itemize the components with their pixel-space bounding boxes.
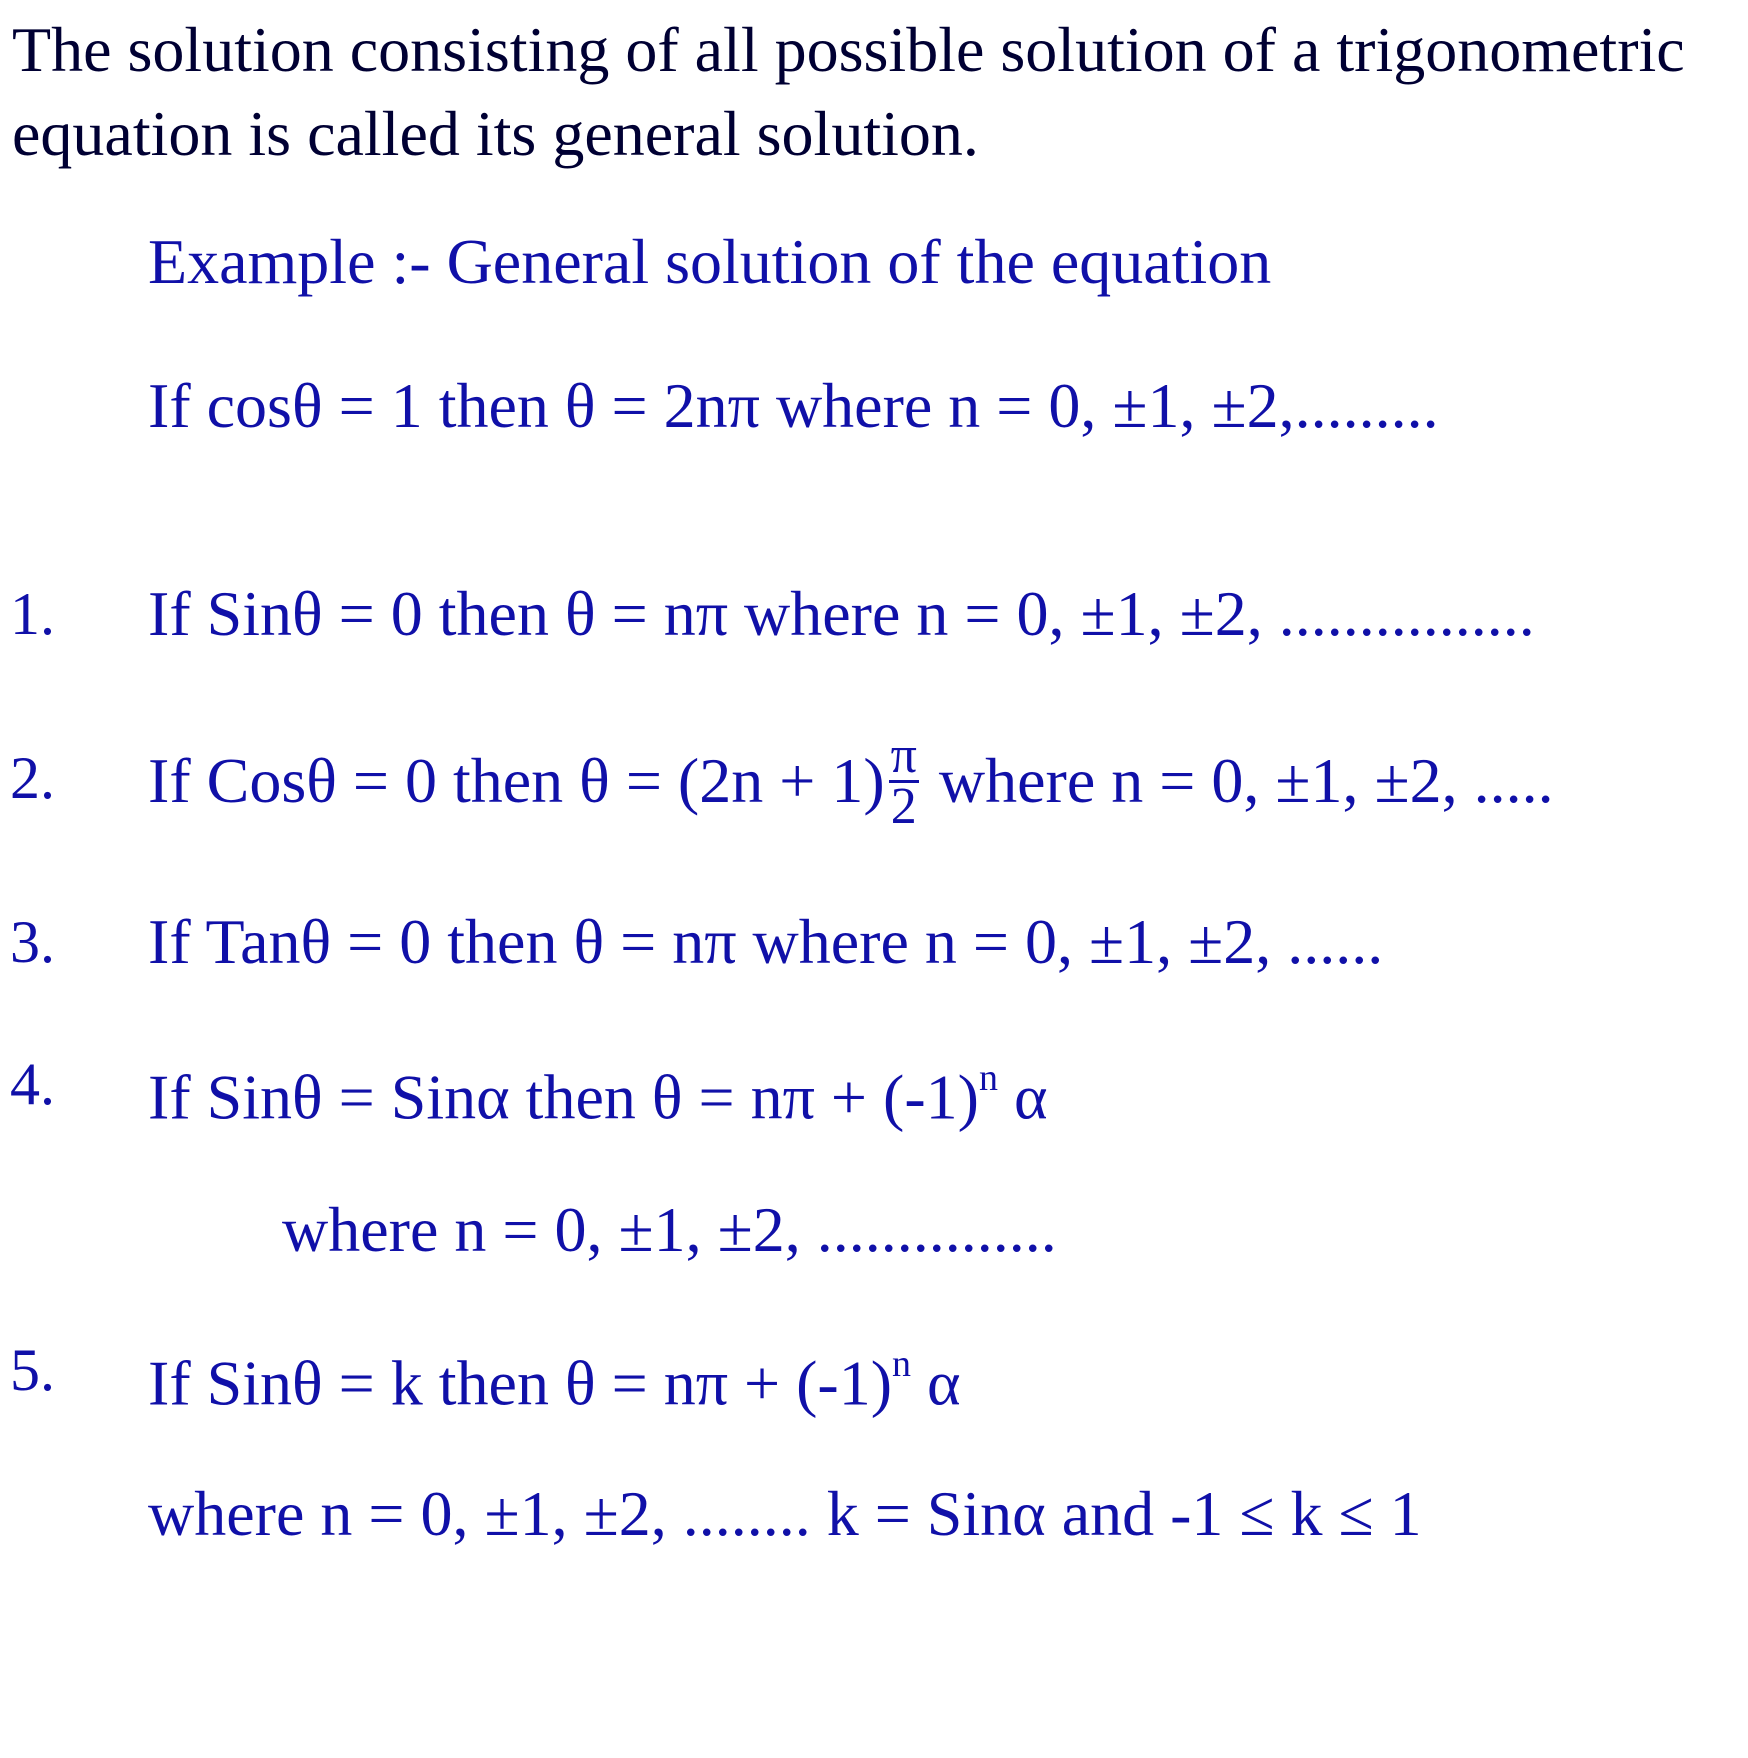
intro-line-2: equation is called its general solution. xyxy=(12,98,979,169)
item-5-continuation: where n = 0, ±1, ±2, ........ k = Sinα and -1 ≤ k ≤ 1 xyxy=(148,1478,1422,1549)
item-5-suffix: α xyxy=(911,1347,961,1419)
example-heading: Example :- General solution of the equation xyxy=(148,226,1272,297)
item-1-text: If Sinθ = 0 then θ = nπ where n = 0, ±1, ±2, ................ xyxy=(148,578,1535,649)
item-4-text xyxy=(148,1044,1047,1137)
item-3-text: If Tanθ = 0 then θ = nπ where n = 0, ±1, ±2, ...... xyxy=(148,906,1384,977)
item-4-continuation: where n = 0, ±1, ±2, ............... xyxy=(282,1194,1057,1265)
item-4-number: 4. xyxy=(10,1051,55,1117)
item-4-suffix: α xyxy=(997,1061,1048,1133)
item-2-number: 2. xyxy=(10,745,55,811)
item-3-number: 3. xyxy=(10,909,55,975)
item-4-exponent: n xyxy=(978,1057,998,1099)
intro-paragraph xyxy=(12,8,1742,176)
pi-over-2-fraction xyxy=(889,727,919,835)
fraction-denominator: 2 xyxy=(890,778,917,835)
item-1-number: 1. xyxy=(10,581,55,647)
fraction-numerator: π xyxy=(890,727,917,784)
item-2-text xyxy=(148,727,1554,837)
item-5-prefix: If Sinθ = k then θ = nπ + (-1) xyxy=(148,1347,893,1419)
example-statement: If cosθ = 1 then θ = 2nπ where n = 0, ±1, ±2,......... xyxy=(148,370,1439,441)
item-4-prefix: If Sinθ = Sinα then θ = nπ + (-1) xyxy=(148,1061,979,1133)
item-2-prefix: If Cosθ = 0 then θ = (2n + 1) xyxy=(148,745,885,817)
item-2-suffix: where n = 0, ±1, ±2, ..... xyxy=(922,745,1554,817)
item-5-number: 5. xyxy=(10,1337,55,1403)
intro-line-1: The solution consisting of all possible solution of a trigonometric xyxy=(12,14,1685,85)
item-5-exponent: n xyxy=(892,1343,912,1385)
item-5-text xyxy=(148,1330,961,1423)
